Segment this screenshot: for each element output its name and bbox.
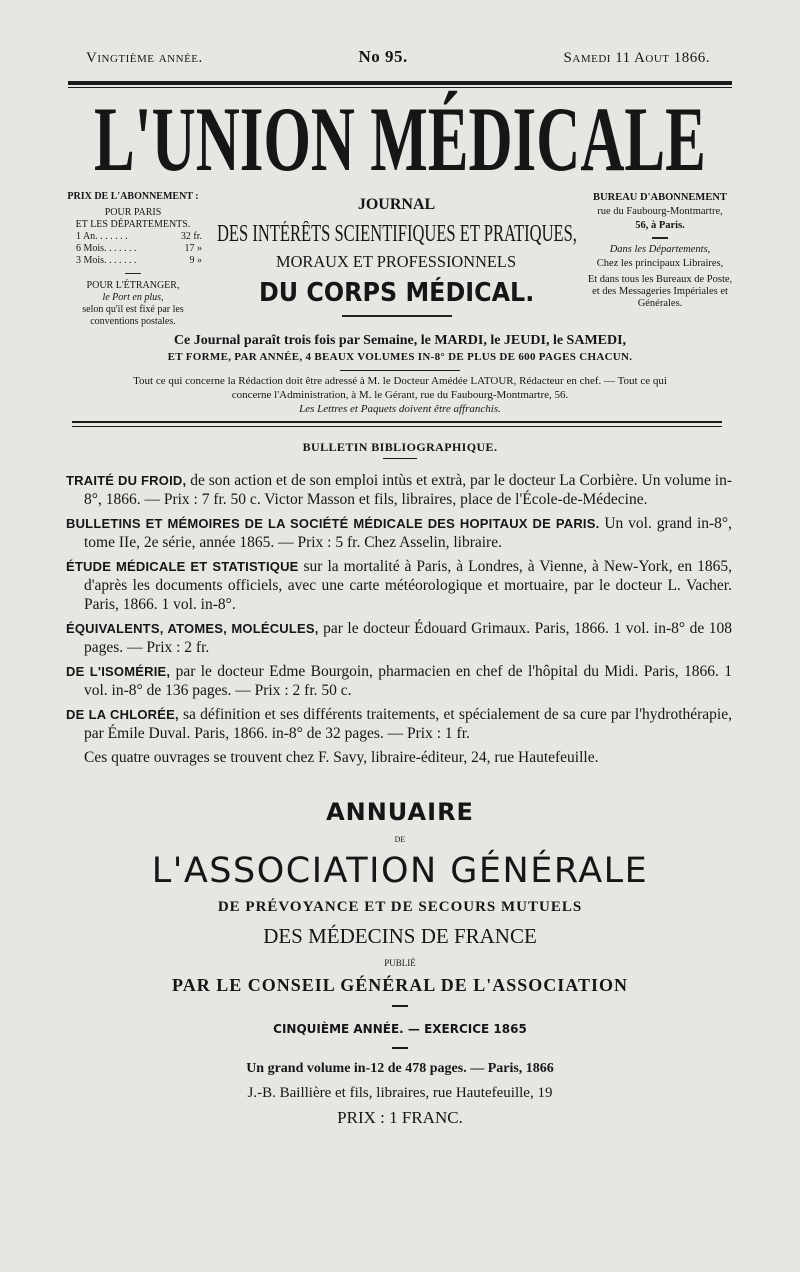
bureau-info xyxy=(585,191,735,310)
bureau-number: 56, à Paris. xyxy=(635,220,685,231)
price-row: 1 An. . . . . . . 32 fr. xyxy=(76,231,202,242)
header-rule xyxy=(68,81,732,85)
section-rule-thin xyxy=(72,426,722,427)
divider xyxy=(125,273,141,274)
subscription-foreign-note: le Port en plus, xyxy=(102,292,164,303)
publication-volumes: ET FORME, PAR ANNÉE, 4 BEAUX VOLUMES IN-8° DE PLUS DE 600 PAGES CHACUN. xyxy=(167,351,633,363)
journal-line-3: MORAUX ET PROFESSIONNELS xyxy=(276,252,517,271)
issue-number: No 95. xyxy=(358,47,408,66)
subscription-paris: POUR PARIS xyxy=(104,207,162,218)
bureau-street: rue du Faubourg-Montmartre, xyxy=(597,206,723,217)
association-members: DES MÉDECINS DE FRANCE xyxy=(263,924,537,948)
volume-line: Un grand volume in-12 de 478 pages. — Paris, 1866 xyxy=(246,1061,554,1076)
divider xyxy=(340,370,460,371)
divider xyxy=(383,458,417,459)
postage-note: Les Lettres et Paquets doivent être affranchis. xyxy=(299,403,501,415)
publication-notice: Ce Journal paraît trois fois par Semaine, le MARDI, le JEUDI, le SAMEDI, xyxy=(173,333,627,348)
bulletin-entry: ÉTUDE MÉDICALE ET STATISTIQUE sur la mortalité à Paris, à Londres, à Vienne, à New-York, en 1865, d'après les documents officiels, avec une carte météorologique et mortuaire, par le docteur L. Vacher. Paris, 1866. 1 vol. in-8°. xyxy=(66,558,732,613)
divider xyxy=(652,237,668,239)
journal-line-4: DU CORPS MÉDICAL. xyxy=(258,278,535,308)
section-rule xyxy=(72,421,722,423)
bulletin-entries xyxy=(66,471,732,767)
bureau-title: BUREAU D'ABONNEMENT xyxy=(593,192,727,203)
publie-label: PUBLIÉ xyxy=(384,958,416,968)
issue-header xyxy=(86,48,710,67)
subscription-prices xyxy=(58,191,208,328)
annuaire-title: ANNUAIRE xyxy=(326,798,474,826)
subscription-departments: ET LES DÉPARTEMENTS. xyxy=(75,219,191,230)
subscription-title: PRIX DE L'ABONNEMENT : xyxy=(67,191,199,202)
journal-line-1: JOURNAL xyxy=(357,196,436,213)
association-subtitle: DE PRÉVOYANCE ET DE SECOURS MUTUELS xyxy=(217,899,583,915)
masthead-title: L'UNION MÉDICALE xyxy=(94,88,706,190)
conseil-line: PAR LE CONSEIL GÉNÉRAL DE L'ASSOCIATION xyxy=(172,975,628,995)
bureau-post: Et dans tous les Bureaux de Poste, et des Messageries Impériales et Générales. xyxy=(587,274,733,309)
annuaire-de: DE xyxy=(394,835,406,844)
bulletin-entry: BULLETINS ET MÉMOIRES DE LA SOCIÉTÉ MÉDICALE DES HOPITAUX DE PARIS. Un vol. grand in-8°, tome IIe, 2e série, année 1865. — Prix : 5 fr. Chez Asselin, libraire. xyxy=(66,515,732,551)
divider xyxy=(392,1047,408,1049)
association-title: L'ASSOCIATION GÉNÉRALE xyxy=(151,851,649,891)
subscription-foreign: POUR L'ÉTRANGER, xyxy=(86,280,180,291)
masthead-columns xyxy=(58,191,735,328)
edition-line: CINQUIÈME ANNÉE. — EXERCICE 1865 xyxy=(273,1022,527,1036)
administration-address: concerne l'Administration, à M. le Gérant, rue du Faubourg-Montmartre, 56. xyxy=(231,389,569,401)
editorial-address: Tout ce qui concerne la Rédaction doit être adressé à M. le Docteur Amédée LATOUR, Rédacteur en chef. — Tout ce qui xyxy=(133,375,667,387)
bulletin-closing: Ces quatre ouvrages se trouvent chez F. Savy, libraire-éditeur, 24, rue Hautefeuille. xyxy=(84,749,599,766)
bureau-departments: Dans les Départements, xyxy=(609,244,711,255)
bureau-libraires: Chez les principaux Libraires, xyxy=(596,258,724,269)
bulletin-entry: TRAITÉ DU FROID, de son action et de son emploi intùs et extrà, par le docteur La Corbière. Un volume in-8°, 1866. — Prix : 7 fr. 50 c. Victor Masson et fils, libraires, place de l'École-de-Médecine. xyxy=(66,472,732,508)
bulletin-entry: DE L'ISOMÉRIE, par le docteur Edme Bourgoin, pharmacien en chef de l'hôpital du Midi. Paris, 1866. 1 vol. in-8° de 136 pages. — Prix : 2 fr. 50 c. xyxy=(66,663,732,699)
year-label: Vingtième année. xyxy=(86,50,203,66)
divider xyxy=(392,1005,408,1007)
price-line: PRIX : 1 FRANC. xyxy=(337,1108,463,1127)
price-row: 3 Mois. . . . . . . 9 » xyxy=(76,255,202,266)
journal-subtitle xyxy=(208,191,585,323)
bulletin-title: BULLETIN BIBLIOGRAPHIQUE. xyxy=(302,440,498,454)
subscription-foreign-rule: selon qu'il est fixé par les conventions postales. xyxy=(82,304,184,327)
bulletin-entry: ÉQUIVALENTS, ATOMES, MOLÉCULES, par le docteur Édouard Grimaux. Paris, 1866. 1 vol. in-8° de 108 pages. — Prix : 2 fr. xyxy=(66,620,732,656)
journal-line-2: DES INTÉRÊTS SCIENTIFIQUES ET PRATIQUES, xyxy=(216,221,577,247)
divider xyxy=(342,315,452,317)
issue-date: Samedi 11 Aout 1866. xyxy=(563,50,710,66)
bulletin-entry: DE LA CHLORÉE, sa définition et ses différents traitements, et spécialement de sa cure par l'hydrothérapie, par Émile Duval. Paris, 1866. in-8° de 32 pages. — Prix : 1 fr. xyxy=(66,706,732,742)
publisher-line: J.-B. Baillière et fils, libraires, rue Hautefeuille, 19 xyxy=(247,1085,553,1101)
price-row: 6 Mois. . . . . . . 17 » xyxy=(76,243,202,254)
